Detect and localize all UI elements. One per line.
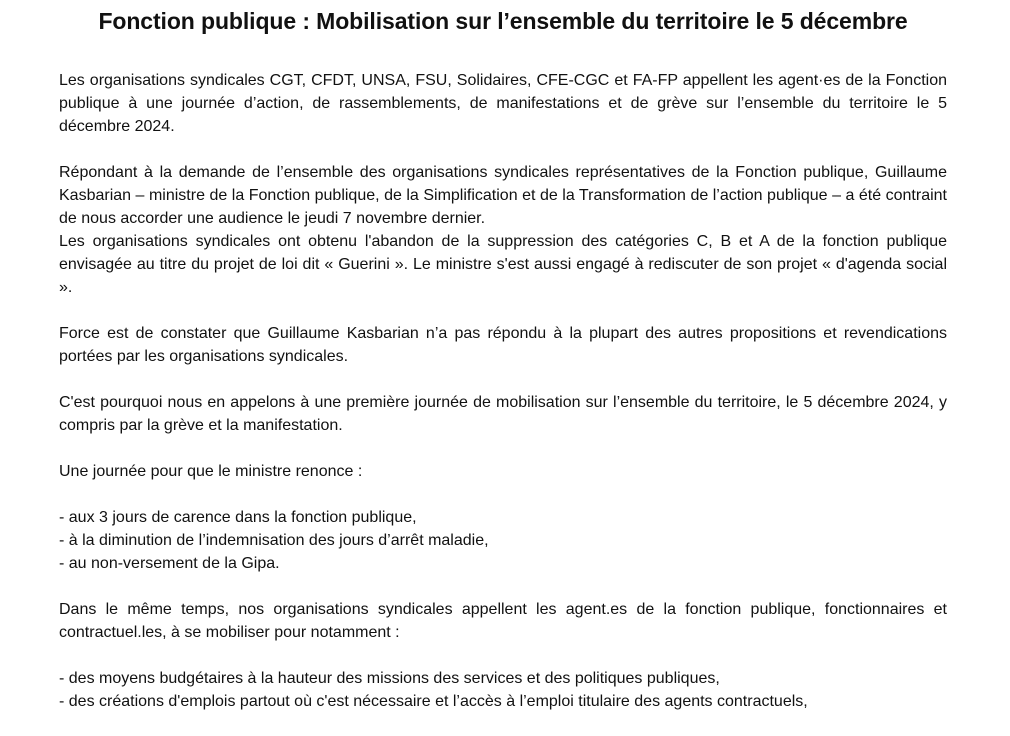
list-item: - des créations d'emplois partout où c'est nécessaire et l’accès à l’emploi titulaire des agents contractuels, <box>59 693 808 710</box>
list-revendications <box>59 667 947 713</box>
list-item: - à la diminution de l’indemnisation des jours d’arrêt maladie, <box>59 532 489 549</box>
paragraph-abandon-categories: Les organisations syndicales ont obtenu l'abandon de la suppression des catégories C, B et A de la fonction publique envisagée au titre du projet de loi dit « Guerini ». Le ministre s'est aussi engagé à rediscuter de son projet « d'agenda social ». <box>59 233 947 296</box>
paragraph-constat: Force est de constater que Guillaume Kasbarian n’a pas répondu à la plupart des autres propositions et revendications portées par les organisations syndicales. <box>59 325 947 365</box>
paragraph-intro-revendications: Dans le même temps, nos organisations syndicales appellent les agent.es de la fonction publique, fonctionnaires et contractuel.les, à se mobiliser pour notamment : <box>59 601 947 641</box>
paragraph-appel-intersyndical: Les organisations syndicales CGT, CFDT, UNSA, FSU, Solidaires, CFE-CGC et FA-FP appellent les agent·es de la Fonction publique à une journée d’action, de rassemblements, de manifestations et de grève sur l’ensemble du territoire le 5 décembre 2024. <box>59 72 947 135</box>
list-item: - des moyens budgétaires à la hauteur des missions des services et des politiques publiques, <box>59 670 720 687</box>
paragraph-intro-renonce: Une journée pour que le ministre renonce : <box>59 463 363 480</box>
document-body <box>59 69 947 736</box>
list-item: - aux 3 jours de carence dans la fonction publique, <box>59 509 417 526</box>
list-item: - au non-versement de la Gipa. <box>59 555 280 572</box>
paragraph-audience-ministre: Répondant à la demande de l’ensemble des organisations syndicales représentatives de la Fonction publique, Guillaume Kasbarian – ministre de la Fonction publique, de la Simplification et de la Transformation de l’action publique – a été contraint de nous accorder une audience le jeudi 7 novembre dernier. <box>59 164 947 227</box>
list-renonciations <box>59 506 947 575</box>
paragraph-appel-mobilisation: C'est pourquoi nous en appelons à une première journée de mobilisation sur l’ensemble du territoire, le 5 décembre 2024, y compris par la grève et la manifestation. <box>59 394 947 434</box>
document-title: Fonction publique : Mobilisation sur l’ensemble du territoire le 5 décembre <box>98 8 908 34</box>
